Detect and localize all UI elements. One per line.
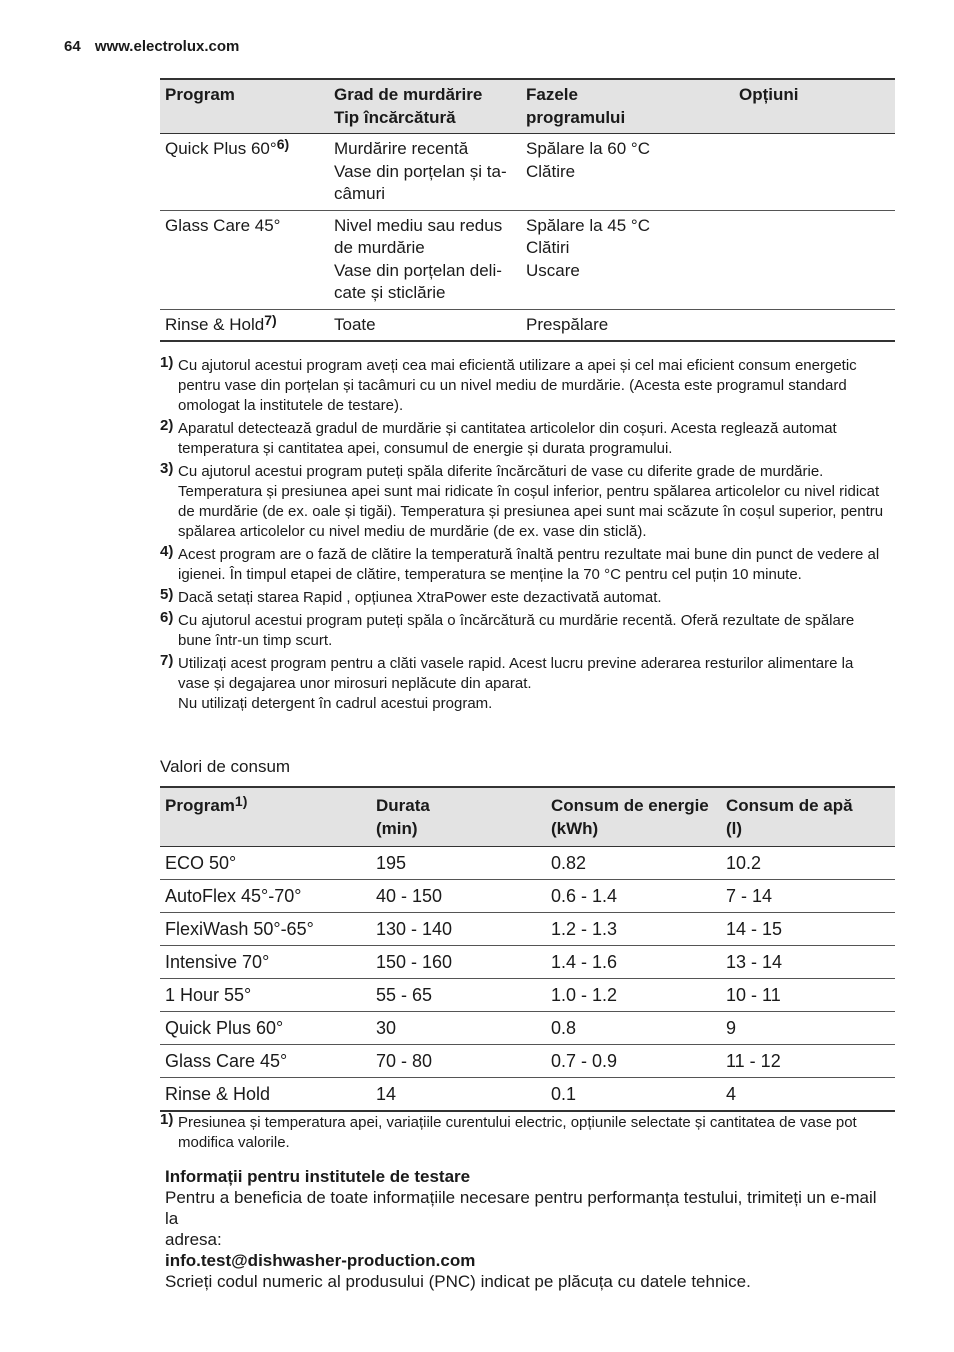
info-email[interactable]: info.test@dishwasher-production.com [165, 1251, 476, 1270]
table-row [160, 1012, 895, 1045]
program-cell: FlexiWash 50°-65° [160, 913, 371, 946]
consumption-footnote [160, 1113, 900, 1156]
footnote-2: 2) Aparatul detectează gradul de murdărie și cantitatea articolelor din coșuri. Acesta reglează automat temperatura și cantitatea apei, consumul de energie și durata programului. [160, 417, 837, 457]
header-program: Program$^{1)}$ [160, 787, 371, 847]
energy-cell: 1.4 - 1.6 [546, 946, 721, 979]
phases-cell: Spălare la 60 °C Clătire [521, 134, 734, 211]
footnote-6: 6) Cu ajutorul acestui program puteți spăla o încărcătură cu murdărie recentă. Oferă rezultate de spălare bune într-un timp scurt. [160, 609, 855, 649]
water-cell: 4 [721, 1078, 895, 1112]
header-soil: Grad de murdărire Tip încărcătură [329, 79, 521, 134]
duration-cell: 70 - 80 [371, 1045, 546, 1078]
water-cell: 9 [721, 1012, 895, 1045]
site-url[interactable]: www.electrolux.com [94, 38, 240, 55]
energy-cell: 0.1 [546, 1078, 721, 1112]
table-row [160, 210, 895, 309]
phases-cell: Spălare la 45 °C Clătiri Uscare [521, 210, 734, 309]
water-cell: 7 - 14 [721, 880, 895, 913]
table-row [160, 913, 895, 946]
footnote-7: 7) Utilizați acest program pentru a clăti vasele rapid. Acest lucru previne aderarea resturilor alimentare la vase și degajarea unor mirosuri neplăcute din aparat. Nu utilizați detergent în cadrul acestui program. [160, 652, 854, 712]
energy-cell: 1.0 - 1.2 [546, 979, 721, 1012]
footnote-1: 1) Cu ajutorul acestui program aveți cea mai eficientă utilizare a apei și cel mai eficient consum energetic pentru vase din porțelan și tacâmuri cu un nivel mediu de murdărie. (Acesta este programul standard omologat la institutele de testare). [160, 354, 857, 414]
table-row [160, 1078, 895, 1112]
table-row [160, 979, 895, 1012]
footnote-3: 3) Cu ajutorul acestui program puteți spăla diferite încărcături de vase cu diferite grade de murdărie. Temperatura și presiunea apei sunt mai ridicate în coșul inferior, pentru spălarea articolelor cu nivel ridicat de murdărie (de ex. oale și tigăi). Temperatura și presiunea apei sunt mai scăzute în coșul superior, pentru spălarea articolelor cu nivel mediu de murdărie (de ex. vase din sticlă). [160, 460, 884, 540]
info-text-line: Pentru a beneficia de toate informațiile necesare pentru performanța testului, trimiteți un e-mail la [165, 1188, 877, 1228]
options-cell [734, 210, 895, 309]
water-cell: 10 - 11 [721, 979, 895, 1012]
water-cell: 13 - 14 [721, 946, 895, 979]
water-cell: 14 - 15 [721, 913, 895, 946]
energy-cell: 0.7 - 0.9 [546, 1045, 721, 1078]
testing-info [165, 1166, 885, 1292]
program-cell: AutoFlex 45°-70° [160, 880, 371, 913]
consumption-table-header [160, 787, 895, 847]
energy-cell: 0.8 [546, 1012, 721, 1045]
duration-cell: 150 - 160 [371, 946, 546, 979]
table-row [160, 134, 895, 211]
table-row [160, 847, 895, 880]
energy-cell: 0.82 [546, 847, 721, 880]
duration-cell: 30 [371, 1012, 546, 1045]
footnote-4: 4) Acest program are o fază de clătire la temperatură înaltă pentru rezultate mai bune din punct de vedere al igienei. În timpul etapei de clătire, temperatura se menține la 70 °C pentru cel puțin 10 minute. [160, 543, 880, 583]
energy-cell: 1.2 - 1.3 [546, 913, 721, 946]
section-title: Valori de consum [160, 757, 291, 776]
program-name: Glass Care 45° [160, 210, 329, 309]
header-phases: Fazele programului [521, 79, 734, 134]
info-text-line: adresa: [165, 1230, 222, 1249]
duration-cell: 14 [371, 1078, 546, 1112]
program-cell: 1 Hour 55° [160, 979, 371, 1012]
program-cell: Quick Plus 60° [160, 1012, 371, 1045]
program-table [160, 78, 895, 342]
soil-cell: Toate [329, 309, 521, 341]
phases-cell: Prespălare [521, 309, 734, 341]
program-name: Rinse & Hold$^{7)}$ [160, 309, 329, 341]
program-name: Quick Plus 60°$^{6)}$ [160, 134, 329, 211]
header-program: Program [160, 79, 329, 134]
header-options: Opțiuni [734, 79, 895, 134]
footnote-ref: 1) [234, 793, 248, 809]
soil-cell: Murdărire recentă Vase din porțelan și ta- câmuri [329, 134, 521, 211]
energy-cell: 0.6 - 1.4 [546, 880, 721, 913]
header-energy: Consum de energie (kWh) [546, 787, 721, 847]
info-note: Scrieți codul numeric al produsului (PNC) indicat pe plăcuța cu datele tehnice. [165, 1272, 751, 1291]
table-row [160, 1045, 895, 1078]
page-header [64, 38, 239, 55]
water-cell: 10.2 [721, 847, 895, 880]
water-cell: 11 - 12 [721, 1045, 895, 1078]
footnote-ref: 7) [264, 311, 277, 328]
footnote-ref: 6) [276, 136, 290, 152]
program-cell: Rinse & Hold [160, 1078, 371, 1112]
soil-cell: Nivel mediu sau redus de murdărie Vase din porțelan deli- cate și sticlărie [329, 210, 521, 309]
duration-cell: 195 [371, 847, 546, 880]
duration-cell: 55 - 65 [371, 979, 546, 1012]
program-cell: Intensive 70° [160, 946, 371, 979]
options-cell [734, 134, 895, 211]
footnote-1: 1) Presiunea și temperatura apei, variațiile curentului electric, opțiunile selectate și cantitatea de vase pot modifica valorile. [160, 1111, 857, 1151]
program-table-header [160, 79, 895, 134]
duration-cell: 130 - 140 [371, 913, 546, 946]
program-cell: ECO 50° [160, 847, 371, 880]
options-cell [734, 309, 895, 341]
footnote-5: 5) Dacă setați starea Rapid , opțiunea XtraPower este dezactivată automat. [160, 586, 662, 606]
page-number: 64 [64, 38, 81, 55]
header-water: Consum de apă (l) [721, 787, 895, 847]
footnotes [160, 356, 900, 717]
info-title: Informații pentru institutele de testare [165, 1167, 471, 1186]
duration-cell: 40 - 150 [371, 880, 546, 913]
table-row [160, 880, 895, 913]
program-cell: Glass Care 45° [160, 1045, 371, 1078]
table-row [160, 309, 895, 341]
table-row [160, 946, 895, 979]
consumption-table [160, 786, 895, 1112]
header-duration: Durata (min) [371, 787, 546, 847]
